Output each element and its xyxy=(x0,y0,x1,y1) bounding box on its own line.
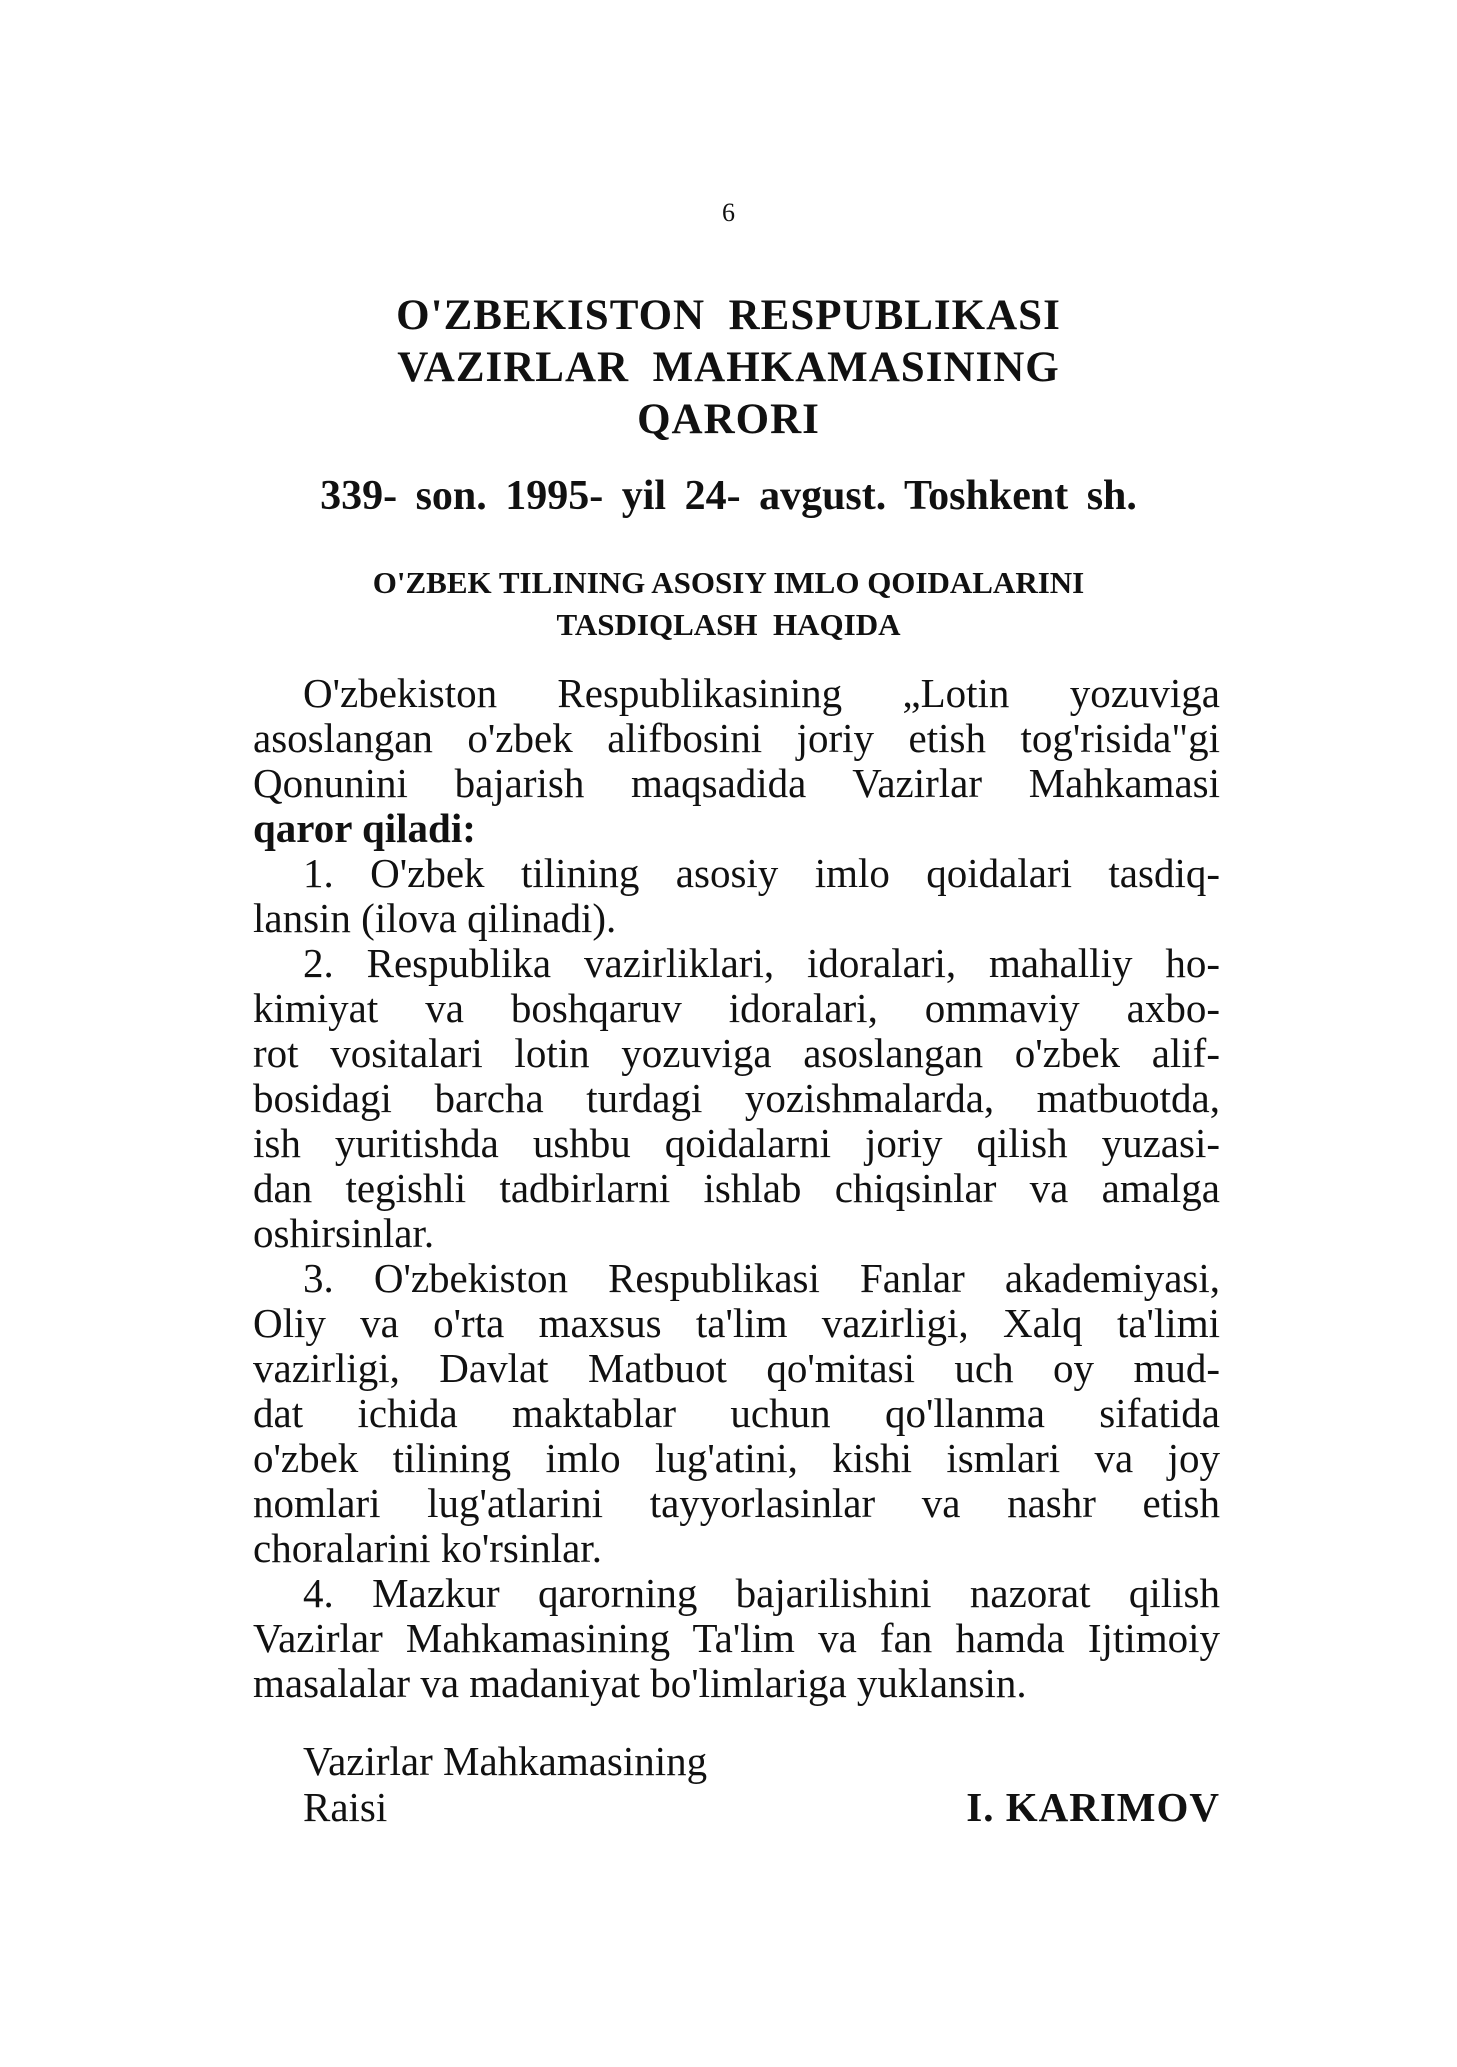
page-number: 6 xyxy=(722,198,735,227)
item-4-line: masalalar va madaniyat bo'limlariga yuklansin. xyxy=(253,1660,1027,1706)
signer-position-line-1: Vazirlar Mahkamasining xyxy=(303,1738,708,1784)
item-4-line: Vazirlar Mahkamasining Ta'lim va fan hamda Ijtimoiy xyxy=(253,1615,1220,1661)
item-2-line: oshirsinlar. xyxy=(253,1210,435,1256)
item-3-line: choralarini ko'rsinlar. xyxy=(253,1525,602,1571)
preamble-line: O'zbekiston Respublikasining „Lotin yozuviga xyxy=(303,670,1220,716)
document-title xyxy=(0,290,1457,446)
title-line-2: VAZIRLAR MAHKAMASINING xyxy=(397,344,1060,391)
item-2-line: bosidagi barcha turdagi yozishmalarda, matbuotda, xyxy=(253,1075,1220,1121)
item-3-line: Oliy va o'rta maxsus ta'lim vazirligi, Xalq ta'limi xyxy=(253,1300,1220,1346)
signer-position-line-2: Raisi xyxy=(303,1784,388,1830)
decision-phrase: qaror qiladi: xyxy=(253,805,476,851)
signature-block xyxy=(303,1738,1220,1830)
item-1-line: lansin (ilova qilinadi). xyxy=(253,895,617,941)
document-body xyxy=(253,671,1220,1706)
item-1-line: 1. O'zbek tilining asosiy imlo qoidalari tasdiq- xyxy=(303,850,1220,896)
subtitle-line-2: TASDIQLASH HAQIDA xyxy=(556,607,901,642)
item-2-line: dan tegishli tadbirlarni ishlab chiqsinlar va amalga xyxy=(253,1165,1220,1211)
item-3-line: vazirligi, Davlat Matbuot qo'mitasi uch oy mud- xyxy=(253,1345,1220,1391)
title-line-3: QARORI xyxy=(637,396,820,443)
item-3-line: 3. O'zbekiston Respublikasi Fanlar akademiyasi, xyxy=(303,1255,1220,1301)
item-4-line: 4. Mazkur qarorning bajarilishini nazorat qilish xyxy=(303,1570,1220,1616)
item-3-line: nomlari lug'atlarini tayyorlasinlar va nashr etish xyxy=(253,1480,1220,1526)
signer-name: I. KARIMOV xyxy=(966,1784,1220,1830)
signature-row-2 xyxy=(303,1784,1220,1830)
signature-row-1 xyxy=(303,1738,1220,1784)
preamble-line: asoslangan o'zbek alifbosini joriy etish tog'risida"gi xyxy=(253,715,1220,761)
item-2-line: rot vositalari lotin yozuviga asoslangan o'zbek alif- xyxy=(253,1030,1220,1076)
item-3-line: o'zbek tilining imlo lug'atini, kishi ismlari va joy xyxy=(253,1435,1220,1481)
subtitle-line-1: O'ZBEK TILINING ASOSIY IMLO QOIDALARINI xyxy=(372,565,1085,600)
title-line-1: O'ZBEKISTON RESPUBLIKASI xyxy=(396,292,1061,339)
item-3-line: dat ichida maktablar uchun qo'llanma sifatida xyxy=(253,1390,1220,1436)
item-2-line: kimiyat va boshqaruv idoralari, ommaviy axbo- xyxy=(253,985,1220,1031)
document-subtitle xyxy=(0,562,1457,646)
preamble-line: Qonunini bajarish maqsadida Vazirlar Mahkamasi xyxy=(253,760,1220,806)
item-2-line: ish yuritishda ushbu qoidalarni joriy qilish yuzasi- xyxy=(253,1120,1220,1166)
item-2-line: 2. Respublika vazirliklari, idoralari, mahalliy ho- xyxy=(303,940,1220,986)
decree-meta: 339- son. 1995- yil 24- avgust. Toshkent sh. xyxy=(320,473,1137,519)
